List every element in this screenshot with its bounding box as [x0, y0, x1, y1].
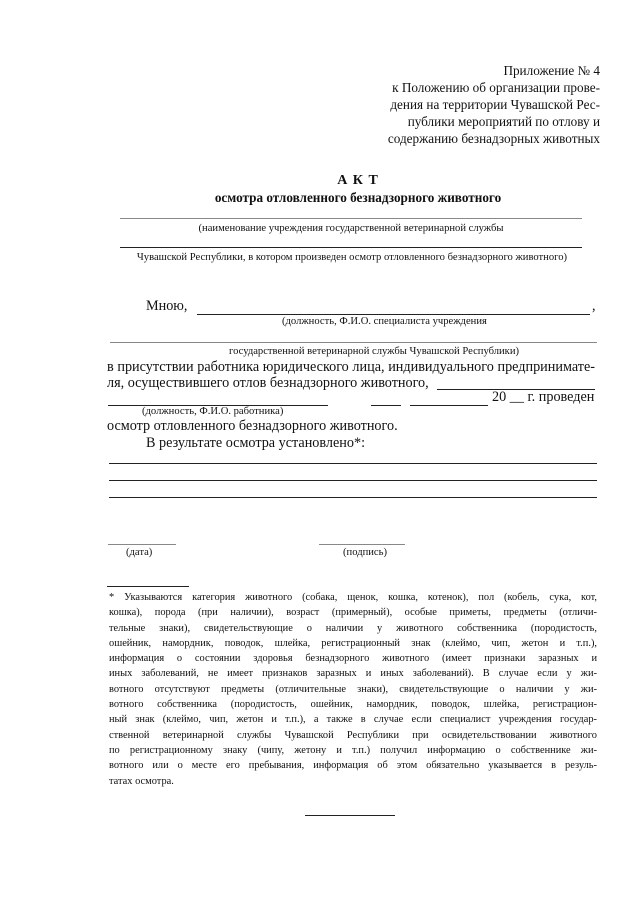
footnote-line: по регистрационному знаку (чипу, жетону и т.п.) получил информацию о собственнике жи- — [109, 744, 597, 756]
footnote-line: ошейник, намордник, поводок, шлейка, регистрационный знак (клеймо, чип, жетон и т.п.), — [109, 637, 597, 649]
body-line-4: осмотр отловленного безнадзорного животного. — [107, 418, 398, 434]
footnote-line: ный знак (клеймо, чип, жетон и т.п.), а также в случае если специалист учреждения государ- — [109, 714, 597, 726]
appendix-line: дения на территории Чувашской Рес- — [390, 97, 600, 112]
footnote-line: вотного или о месте его пребывания, информация об этом обязательно указывается в резуль- — [109, 760, 597, 772]
worker-hint: (должность, Ф.И.О. работника) — [142, 406, 284, 417]
footnote-separator — [107, 586, 189, 587]
inspector-line-2 — [110, 342, 597, 343]
result-label: В результате осмотра установлено*: — [146, 435, 366, 451]
appendix-line: к Положению об организации прове- — [392, 80, 600, 95]
appendix-line: Приложение № 4 — [503, 63, 600, 78]
bottom-rule — [305, 815, 395, 816]
appendix-block — [360, 62, 600, 147]
inspector-label: Мною, — [146, 298, 188, 314]
inspector-comma: , — [592, 298, 596, 314]
footnote-line: информация о состоянии здоровья безнадзорного животного (имеет признаки заразных и — [109, 653, 597, 665]
footnote-line: * Указываются категория животного (собака, щенок, кошка, котенок), пол (кобель, сука, кот, — [109, 592, 597, 603]
document-title: А К Т — [337, 173, 379, 188]
result-line-3 — [109, 497, 597, 498]
footnote-line: вотного собственника (породистость, ошейник, намордник, поводок, шлейка, регистрацион- — [109, 699, 597, 711]
footnote-line: ственной ветеринарной службы Чувашской Республики при освидетельствовании животного — [109, 729, 597, 741]
inspector-hint-1: (должность, Ф.И.О. специалиста учреждения — [282, 316, 487, 327]
footnote-line: тельные знаки), свидетельствующие о наличии у животного собственника (породистость, — [109, 622, 597, 634]
date-label: (дата) — [126, 547, 153, 558]
appendix-line: содержанию безнадзорных животных — [387, 131, 600, 146]
result-line-1 — [109, 463, 597, 464]
month-line — [410, 405, 488, 406]
body-line-1: в присутствии работника юридического лица, индивидуального предпринимате- — [107, 359, 595, 375]
institution-line-2 — [120, 247, 582, 248]
result-line-2 — [109, 480, 597, 481]
body-line-2: ля, осуществившего отлов безнадзорного животного, — [107, 375, 429, 391]
appendix-line: публики мероприятий по отлову и — [407, 114, 600, 129]
footnote-line: кошка), порода (при наличии), возраст (примерный), особые приметы, предметы (отличи- — [109, 607, 597, 619]
institution-hint-1: (наименование учреждения государственной ветеринарной службы — [198, 223, 504, 234]
footnote-line: вотного отсутствуют предметы (отличительные знаки), свидетельствующие о наличии у жи- — [109, 683, 597, 695]
footnote-line: иных заболеваний, не имеет признаков заразных и иных заболеваний). В случае если у жи- — [109, 668, 597, 680]
footnote — [109, 590, 597, 789]
year-text: 20 __ г. проведен — [492, 389, 595, 405]
inspector-line — [197, 314, 590, 315]
signature-line — [319, 544, 405, 545]
date-line — [108, 544, 176, 545]
signature-label: (подпись) — [343, 547, 387, 558]
footnote-line: татах осмотра. — [109, 775, 174, 787]
inspector-hint-2: государственной ветеринарной службы Чувашской Республики) — [229, 346, 520, 357]
document-subtitle: осмотра отловленного безнадзорного животного — [214, 190, 502, 205]
institution-hint-2: Чувашской Республики, в котором произведен осмотр отловленного безнадзорного животного) — [136, 252, 568, 263]
day-line — [371, 405, 401, 406]
institution-line-1 — [120, 218, 582, 219]
